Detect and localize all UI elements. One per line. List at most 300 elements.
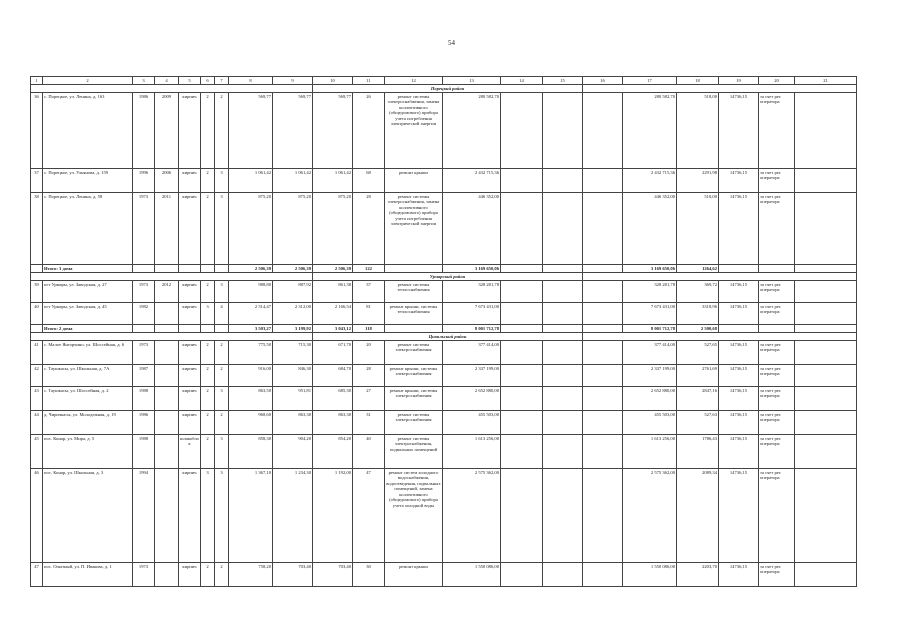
table-cell-col-9: 1 234,30 [273, 469, 313, 563]
table-cell-col-2: пос. Конар, ул. Мира, д. 5 [43, 435, 133, 469]
table-cell-col-19: 14736,15 [719, 365, 759, 387]
table-cell-col-11: 28 [353, 365, 385, 387]
table-cell-col-9: 2 312,00 [273, 303, 313, 325]
table-cell-col-9: 569,77 [273, 93, 313, 169]
page-number: 54 [448, 39, 455, 47]
table-cell-col-5: шлакоблок [179, 435, 201, 469]
table-cell-col-4 [155, 341, 179, 365]
table-cell-col-5: кирпич [179, 563, 201, 587]
table-cell-col-17: 3 169 650,06 [623, 265, 677, 273]
table-cell-col-20: за счет рег. оператора [759, 93, 795, 169]
table-cell-col-19 [719, 325, 759, 333]
table-cell-col-13: 2 432 715,36 [443, 169, 501, 193]
table-cell-col-15 [543, 325, 583, 333]
table-cell-col-6: 2 [201, 193, 215, 265]
table-cell-col-15 [543, 265, 583, 273]
table-cell-col-14 [501, 469, 543, 563]
table-cell-col-21 [795, 93, 857, 169]
table-cell-col-20: за счет рег. оператора [759, 435, 795, 469]
column-number: 18 [677, 77, 719, 85]
table-cell-col-8: 758,20 [229, 563, 273, 587]
table-cell-col-2: с. Порецкое, ул. Ленина, д. 163 [43, 93, 133, 169]
column-number: 21 [795, 77, 857, 85]
column-number: 16 [583, 77, 623, 85]
column-number: 9 [273, 77, 313, 85]
table-cell-col-20: за счет рег. оператора [759, 563, 795, 587]
table-cell-col-5: кирпич [179, 281, 201, 303]
table-cell-col-4 [155, 387, 179, 411]
table-cell-col-19: 14736,15 [719, 303, 759, 325]
table-cell-col-11: 68 [353, 169, 385, 193]
table-cell-col-2: с. Таушкасы, ул. Шоссейная, д. 2 [43, 387, 133, 411]
table-cell-col-7: 2 [215, 341, 229, 365]
table-cell-col-11: 47 [353, 469, 385, 563]
table-cell-col-4 [155, 365, 179, 387]
table-cell-col-11: 30 [353, 563, 385, 587]
table-cell-col-19: 14736,15 [719, 411, 759, 435]
table-cell-col-15 [543, 341, 583, 365]
table-cell-col-18: 2847,16 [677, 387, 719, 411]
table-cell-col-9: 863,30 [273, 411, 313, 435]
table-cell-col-17: 2 432 715,36 [623, 169, 677, 193]
building-row [31, 93, 857, 169]
table-cell-col-12 [385, 265, 443, 273]
table-cell-col-3 [133, 325, 155, 333]
table-cell-col-6: 2 [201, 281, 215, 303]
table-cell-col-15 [543, 469, 583, 563]
table-cell-col-10: 671,70 [313, 341, 353, 365]
table-cell-col-2: пгт Урмары, ул. Заводская, д. 27 [43, 281, 133, 303]
table-cell-col-13: 1 613 256,00 [443, 435, 501, 469]
table-cell-col-12: ремонт крыши [385, 563, 443, 587]
table-cell-col-1: 42 [31, 365, 43, 387]
table-cell-col-16 [583, 169, 623, 193]
table-cell-col-9: 3 199,92 [273, 325, 313, 333]
table-cell-col-15 [543, 281, 583, 303]
table-cell-col-1: 44 [31, 411, 43, 435]
district-total-row [31, 265, 857, 273]
table-cell-col-15 [543, 93, 583, 169]
table-cell-col-13: 280 582,70 [443, 93, 501, 169]
table-cell-col-10: 2 166,54 [313, 303, 353, 325]
column-number: 1 [31, 77, 43, 85]
table-cell-col-20: за счет рег. оператора [759, 169, 795, 193]
table-cell-col-18: 527,63 [677, 411, 719, 435]
table-cell-col-10: 3 043,12 [313, 325, 353, 333]
table-cell-col-14 [501, 341, 543, 365]
column-number-row [31, 77, 857, 85]
table-cell-col-2: с. Таушкасы, ул. Школьная, д. 7А [43, 365, 133, 387]
table-cell-col-18: 1786,43 [677, 435, 719, 469]
table-cell-col-1: 38 [31, 193, 43, 265]
table-cell-col-6: 3 [201, 303, 215, 325]
table-cell-col-12: ремонт крыши, системы теплоснабжения [385, 303, 443, 325]
section-spacer [31, 85, 313, 93]
table-cell-col-20: за счет рег. оператора [759, 469, 795, 563]
table-cell-col-20: за счет рег. оператора [759, 387, 795, 411]
table-cell-col-2: с. Порецкое, ул. Ульянова, д. 159 [43, 169, 133, 193]
table-cell-col-19: 14736,15 [719, 93, 759, 169]
table-cell-col-15 [543, 563, 583, 587]
column-number: 15 [543, 77, 583, 85]
building-row [31, 469, 857, 563]
table-cell-col-3 [133, 265, 155, 273]
table-cell-col-16 [583, 411, 623, 435]
table-cell-col-12: ремонт системы электроснабжения, подвальных помещений [385, 435, 443, 469]
table-cell-col-10: 854,20 [313, 435, 353, 469]
table-cell-col-12: ремонт крыши, системы электроснабжения [385, 365, 443, 387]
building-row [31, 365, 857, 387]
column-number: 10 [313, 77, 353, 85]
table-cell-col-3: 1973 [133, 341, 155, 365]
table-cell-col-11: 118 [353, 325, 385, 333]
section-spacer [583, 333, 857, 341]
table-cell-col-19 [719, 265, 759, 273]
table-cell-col-7: 2 [215, 93, 229, 169]
table-cell-col-7: 3 [215, 435, 229, 469]
table-cell-col-2: с. Малое Янгорчино, ул. Шоссейная, д. 6 [43, 341, 133, 365]
table-cell-col-2: с. Порецкое, ул. Ленина, д. 58 [43, 193, 133, 265]
table-cell-col-21 [795, 387, 857, 411]
table-cell-col-13: 455 503,00 [443, 411, 501, 435]
table-cell-col-10: 569,77 [313, 93, 353, 169]
table-cell-col-6 [201, 325, 215, 333]
table-cell-col-11: 122 [353, 265, 385, 273]
table-cell-col-17: 2 652 880,00 [623, 387, 677, 411]
table-cell-col-6: 2 [201, 93, 215, 169]
table-cell-col-13: 2 575 362,00 [443, 469, 501, 563]
table-cell-col-19: 14736,15 [719, 563, 759, 587]
table-cell-col-17: 377 414,00 [623, 341, 677, 365]
table-cell-col-7: 3 [215, 469, 229, 563]
table-cell-col-12: ремонт крыши, системы электроснабжения [385, 387, 443, 411]
table-cell-col-6: 2 [201, 365, 215, 387]
table-cell-col-16 [583, 93, 623, 169]
table-cell-col-16 [583, 193, 623, 265]
table-cell-col-7: 3 [215, 387, 229, 411]
table-cell-col-21 [795, 281, 857, 303]
table-cell-col-3: 1973 [133, 563, 155, 587]
table-cell-col-19: 14736,15 [719, 281, 759, 303]
building-row [31, 341, 857, 365]
table-cell-col-7: 2 [215, 563, 229, 587]
table-cell-col-17: 8 001 712,78 [623, 325, 677, 333]
table-cell-col-6: 2 [201, 411, 215, 435]
table-cell-col-5: кирпич [179, 169, 201, 193]
section-spacer [583, 273, 857, 281]
table-cell-col-9: 2 506,39 [273, 265, 313, 273]
table-cell-col-1: 37 [31, 169, 43, 193]
table-cell-col-7 [215, 325, 229, 333]
table-cell-col-9: 846,30 [273, 365, 313, 387]
table-cell-col-7: 3 [215, 281, 229, 303]
column-number: 14 [501, 77, 543, 85]
table-cell-col-4 [155, 435, 179, 469]
building-row [31, 193, 857, 265]
table-cell-col-7: 3 [215, 169, 229, 193]
table-cell-col-2: Итого: 3 дома [43, 265, 133, 273]
table-cell-col-15 [543, 193, 583, 265]
table-cell-col-21 [795, 341, 857, 365]
table-cell-col-15 [543, 303, 583, 325]
table-cell-col-18: 3318,96 [677, 303, 719, 325]
table-cell-col-13: 8 001 712,78 [443, 325, 501, 333]
column-number: 6 [201, 77, 215, 85]
table-cell-col-18: 2 500,68 [677, 325, 719, 333]
table-cell-col-15 [543, 411, 583, 435]
capital-repair-table [30, 76, 857, 587]
table-cell-col-20: за счет рег. оператора [759, 281, 795, 303]
column-number: 12 [385, 77, 443, 85]
column-number: 8 [229, 77, 273, 85]
table-cell-col-20: за счет рег. оператора [759, 303, 795, 325]
building-row [31, 387, 857, 411]
table-cell-col-20: за счет рег. оператора [759, 193, 795, 265]
table-cell-col-2: Итого: 2 дома [43, 325, 133, 333]
table-cell-col-21 [795, 365, 857, 387]
table-cell-col-13: 2 337 199,00 [443, 365, 501, 387]
column-number: 19 [719, 77, 759, 85]
table-cell-col-1 [31, 265, 43, 273]
table-cell-col-19: 14736,15 [719, 387, 759, 411]
table-cell-col-19: 14736,15 [719, 169, 759, 193]
table-cell-col-7: 3 [215, 193, 229, 265]
table-cell-col-18: 510,00 [677, 193, 719, 265]
section-spacer [583, 85, 857, 93]
table-cell-col-17: 7 673 431,00 [623, 303, 677, 325]
table-cell-col-13: 377 414,00 [443, 341, 501, 365]
table-cell-col-6: 2 [201, 387, 215, 411]
table-cell-col-14 [501, 93, 543, 169]
table-cell-col-14 [501, 325, 543, 333]
district-section-row [31, 85, 857, 93]
table-cell-col-4 [155, 303, 179, 325]
table-cell-col-16 [583, 325, 623, 333]
table-cell-col-20: за счет рег. оператора [759, 365, 795, 387]
table-cell-col-3: 1996 [133, 169, 155, 193]
table-cell-col-1: 45 [31, 435, 43, 469]
table-cell-col-8: 775,50 [229, 341, 273, 365]
table-cell-col-10: 875,20 [313, 193, 353, 265]
table-cell-col-6: 2 [201, 169, 215, 193]
table-cell-col-1: 36 [31, 93, 43, 169]
table-cell-col-9: 703,40 [273, 563, 313, 587]
table-cell-col-16 [583, 341, 623, 365]
table-cell-col-11: 31 [353, 411, 385, 435]
table-cell-col-5 [179, 265, 201, 273]
table-cell-col-11: 40 [353, 435, 385, 469]
column-number: 4 [155, 77, 179, 85]
table-cell-col-2: пос. Опытный, ул. П. Ивакова, д. 1 [43, 563, 133, 587]
table-cell-col-17: 1 613 256,00 [623, 435, 677, 469]
table-cell-col-5: кирпич [179, 93, 201, 169]
table-cell-col-1: 40 [31, 303, 43, 325]
table-cell-col-10: 685,30 [313, 387, 353, 411]
table-cell-col-21 [795, 469, 857, 563]
table-cell-col-2: пос. Конар, ул. Школьная, д. 3 [43, 469, 133, 563]
table-cell-col-19: 14736,15 [719, 435, 759, 469]
table-cell-col-4 [155, 325, 179, 333]
table-cell-col-4: 2011 [155, 193, 179, 265]
table-cell-col-5: кирпич [179, 411, 201, 435]
building-row [31, 563, 857, 587]
table-cell-col-21 [795, 169, 857, 193]
building-row [31, 303, 857, 325]
column-number: 2 [43, 77, 133, 85]
table-cell-col-20: за счет рег. оператора [759, 411, 795, 435]
table-cell-col-9: 904,20 [273, 435, 313, 469]
table-cell-col-13: 328 281,78 [443, 281, 501, 303]
table-cell-col-5 [179, 325, 201, 333]
table-cell-col-6: 2 [201, 341, 215, 365]
table-cell-col-15 [543, 387, 583, 411]
table-cell-col-4: 2006 [155, 169, 179, 193]
table-cell-col-10: 2 506,39 [313, 265, 353, 273]
column-number: 5 [179, 77, 201, 85]
table-cell-col-15 [543, 169, 583, 193]
table-cell-col-21 [795, 563, 857, 587]
table-cell-col-14 [501, 387, 543, 411]
table-cell-col-3: 1973 [133, 193, 155, 265]
table-cell-col-20: за счет рег. оператора [759, 341, 795, 365]
table-cell-col-13: 446 352,00 [443, 193, 501, 265]
table-cell-col-18: 369,72 [677, 281, 719, 303]
table-cell-col-11: 27 [353, 387, 385, 411]
table-cell-col-5: кирпич [179, 341, 201, 365]
table-cell-col-9: 715,30 [273, 341, 313, 365]
table-cell-col-8: 916,00 [229, 365, 273, 387]
table-cell-col-7: 4 [215, 303, 229, 325]
table-cell-col-20 [759, 265, 795, 273]
table-cell-col-12 [385, 325, 443, 333]
building-row [31, 435, 857, 469]
table-cell-col-16 [583, 469, 623, 563]
table-cell-col-18: 527,65 [677, 341, 719, 365]
table-cell-col-8: 1 061,42 [229, 169, 273, 193]
table-cell-col-9: 951,81 [273, 387, 313, 411]
table-cell-col-12: ремонт крыши [385, 169, 443, 193]
table-cell-col-11: 37 [353, 281, 385, 303]
table-cell-col-8: 2 514,47 [229, 303, 273, 325]
table-cell-col-13: 3 169 650,06 [443, 265, 501, 273]
district-name: Порецкий район [313, 85, 583, 93]
table-cell-col-17: 455 503,00 [623, 411, 677, 435]
table-cell-col-12: ремонт системы теплоснабжения [385, 281, 443, 303]
table-cell-col-21 [795, 193, 857, 265]
table-cell-col-16 [583, 365, 623, 387]
table-cell-col-7: 2 [215, 365, 229, 387]
table-cell-col-14 [501, 281, 543, 303]
table-cell-col-17: 446 352,00 [623, 193, 677, 265]
table-cell-col-10: 1 192,00 [313, 469, 353, 563]
table-cell-col-1: 43 [31, 387, 43, 411]
table-cell-col-9: 887,92 [273, 281, 313, 303]
table-cell-col-12: ремонт систем холодного водоснабжения, водоотведения, подвальных помещений, замена коллективного (общедомового) прибора учета холодной воды [385, 469, 443, 563]
table-cell-col-12: ремонт системы электроснабжения [385, 341, 443, 365]
table-cell-col-21 [795, 325, 857, 333]
column-number: 3 [133, 77, 155, 85]
table-cell-col-17: 2 575 362,00 [623, 469, 677, 563]
table-cell-col-1: 39 [31, 281, 43, 303]
table-cell-col-3: 1987 [133, 365, 155, 387]
table-cell-col-5: кирпич [179, 365, 201, 387]
table-cell-col-2: пгт Урмары, ул. Заводская, д. 45 [43, 303, 133, 325]
table-cell-col-8: 968,60 [229, 411, 273, 435]
table-cell-col-8: 2 506,39 [229, 265, 273, 273]
table-cell-col-5: кирпич [179, 387, 201, 411]
table-cell-col-21 [795, 411, 857, 435]
table-cell-col-14 [501, 563, 543, 587]
table-cell-col-4: 2009 [155, 93, 179, 169]
table-cell-col-18: 2203,70 [677, 563, 719, 587]
table-cell-col-8: 569,77 [229, 93, 273, 169]
table-cell-col-10: 861,38 [313, 281, 353, 303]
table-cell-col-6: 3 [201, 469, 215, 563]
table-cell-col-1 [31, 325, 43, 333]
building-row [31, 169, 857, 193]
table-cell-col-9: 1 061,42 [273, 169, 313, 193]
table-cell-col-8: 3 503,27 [229, 325, 273, 333]
table-cell-col-17: 280 582,70 [623, 93, 677, 169]
table-cell-col-17: 328 281,78 [623, 281, 677, 303]
table-cell-col-6 [201, 265, 215, 273]
table-cell-col-18: 518,00 [677, 93, 719, 169]
table-cell-col-4 [155, 265, 179, 273]
table-cell-col-12: ремонт системы электроснабжения [385, 411, 443, 435]
table-cell-col-14 [501, 411, 543, 435]
table-cell-col-19: 14736,15 [719, 469, 759, 563]
table-cell-col-14 [501, 435, 543, 469]
table-cell-col-17: 1 550 086,00 [623, 563, 677, 587]
table-cell-col-4 [155, 469, 179, 563]
table-cell-col-7: 2 [215, 411, 229, 435]
table-cell-col-16 [583, 387, 623, 411]
table-cell-col-4 [155, 411, 179, 435]
table-cell-col-16 [583, 563, 623, 587]
district-name: Цивильский район [313, 333, 583, 341]
table-cell-col-10: 684,70 [313, 365, 353, 387]
table-cell-col-21 [795, 303, 857, 325]
district-section-row [31, 333, 857, 341]
table-cell-col-1: 46 [31, 469, 43, 563]
section-spacer [31, 273, 313, 281]
table-cell-col-14 [501, 265, 543, 273]
table-cell-col-18: 2089,34 [677, 469, 719, 563]
table-cell-col-12: ремонт системы электроснабжения, замена коллективного (общедомового) прибора учета потребления электрической энергии [385, 93, 443, 169]
table-cell-col-3: 1982 [133, 303, 155, 325]
table-cell-col-2: д. Чиричкасы, ул. Молодежная, д. 19 [43, 411, 133, 435]
table-cell-col-15 [543, 365, 583, 387]
table-cell-col-17: 2 337 199,00 [623, 365, 677, 387]
table-cell-col-14 [501, 169, 543, 193]
table-cell-col-18: 2291,98 [677, 169, 719, 193]
table-cell-col-14 [501, 193, 543, 265]
table-cell-col-8: 863,50 [229, 387, 273, 411]
table-cell-col-11: 26 [353, 93, 385, 169]
table-cell-col-11: 20 [353, 341, 385, 365]
table-cell-col-10: 703,40 [313, 563, 353, 587]
table-cell-col-12: ремонт системы электроснабжения, замена коллективного (общедомового) прибора учета потребления электрической энергии [385, 193, 443, 265]
table-cell-col-11: 81 [353, 303, 385, 325]
table-cell-col-5: кирпич [179, 469, 201, 563]
table-cell-col-21 [795, 435, 857, 469]
district-section-row [31, 273, 857, 281]
table-cell-col-8: 1 367,10 [229, 469, 273, 563]
table-cell-col-18: 1264,62 [677, 265, 719, 273]
column-number: 20 [759, 77, 795, 85]
table-cell-col-3: 1973 [133, 281, 155, 303]
table-cell-col-3: 1994 [133, 469, 155, 563]
